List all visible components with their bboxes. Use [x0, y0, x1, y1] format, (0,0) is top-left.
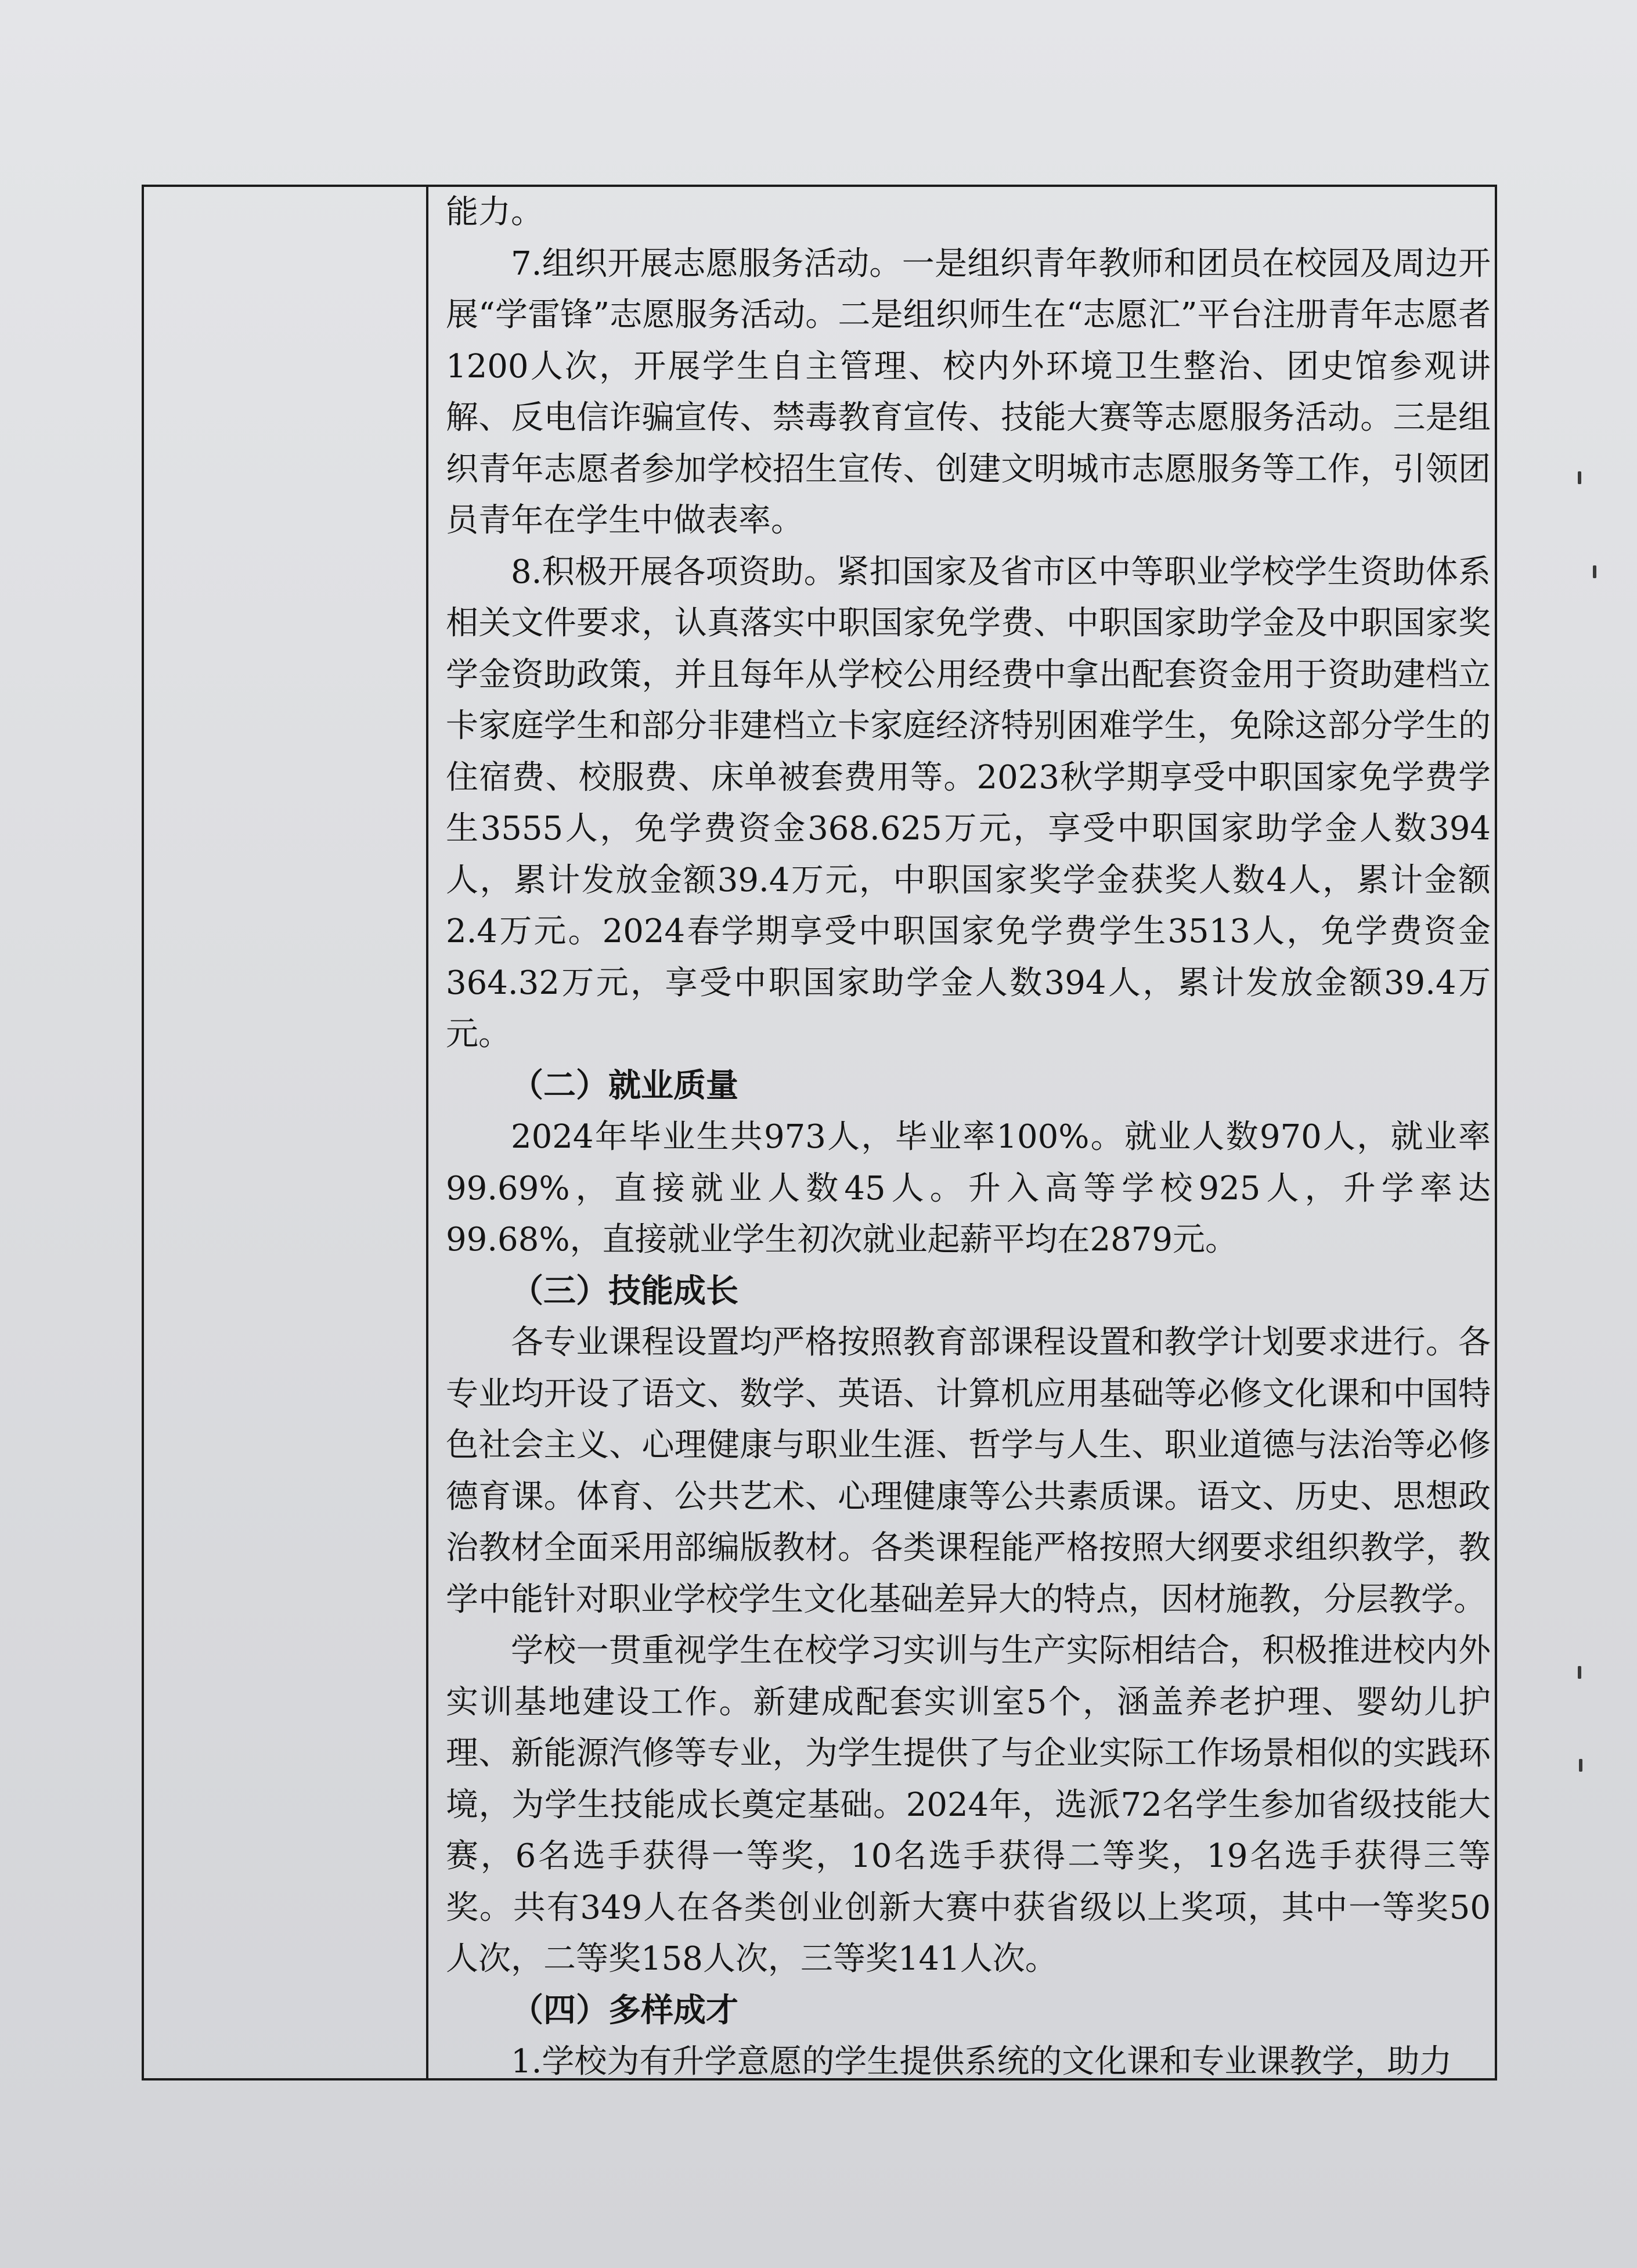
- form-table: [142, 185, 1497, 2080]
- section-heading-employment-quality: （二）就业质量: [511, 1066, 738, 1105]
- paragraph-further-study: 1.学校为有升学意愿的学生提供系统的文化课和专业课教学，助力: [511, 2043, 1452, 2080]
- paragraph-volunteer-service: 7.组织开展志愿服务活动。一是组织青年教师和团员在校园及周边开展“学雷锋”志愿服务活动。二是组织师生在“志愿汇”平台注册青年志愿者1200人次，开展学生自主管理、校内外环境卫生整治、团史馆参观讲解、反电信诈骗宣传、禁毒教育宣传、技能大赛等志愿服务活动。三是组织青年志愿者参加学校招生宣传、创建文明城市志愿服务等工作，引领团员青年在学生中做表率。: [446, 244, 1491, 539]
- section-heading-diverse-talent: （四）多样成才: [511, 1991, 738, 2029]
- paragraph-employment-stats: 2024年毕业生共973人，毕业率100%。就业人数970人，就业率99.69%，直接就业人数45人。升入高等学校925人，升学率达99.68%，直接就业学生初次就业起薪平均在2879元。: [446, 1118, 1491, 1259]
- binder-hole-mark: [1578, 1666, 1581, 1679]
- binder-hole-mark: [1578, 471, 1581, 484]
- paragraph-ability-ending: 能力。: [446, 193, 543, 231]
- report-text-cell: [446, 187, 1491, 2088]
- binder-hole-mark: [1579, 1759, 1582, 1772]
- paragraph-curriculum: 各专业课程设置均严格按照教育部课程设置和教学计划要求进行。各专业均开设了语文、数学、英语、计算机应用基础等必修文化课和中国特色社会主义、心理健康与职业生涯、哲学与人生、职业道德与法治等必修德育课。体育、公共艺术、心理健康等公共素质课。语文、历史、思想政治教材全面采用部编版教材。各类课程能严格按照大纲要求组织教学，教学中能针对职业学校学生文化基础差异大的特点，因材施教，分层教学。: [446, 1324, 1491, 1618]
- paragraph-practical-training: 学校一贯重视学生在校学习实训与生产实际相结合，积极推进校内外实训基地建设工作。新建成配套实训室5个，涵盖养老护理、婴幼儿护理、新能源汽修等专业，为学生提供了与企业实际工作场景相似的实践环境，为学生技能成长奠定基础。2024年，选派72名学生参加省级技能大赛，6名选手获得一等奖，10名选手获得二等奖，19名选手获得三等奖。共有349人在各类创业创新大赛中获省级以上奖项，其中一等奖50人次，二等奖158人次，三等奖141人次。: [446, 1632, 1491, 1978]
- section-heading-skill-growth: （三）技能成长: [511, 1272, 738, 1310]
- binder-hole-mark: [1593, 565, 1596, 578]
- paragraph-financial-aid: 8.积极开展各项资助。紧扣国家及省市区中等职业学校学生资助体系相关文件要求，认真落实中职国家免学费、中职国家助学金及中职国家奖学金资助政策，并且每年从学校公用经费中拿出配套资金用于资助建档立卡家庭学生和部分非建档立卡家庭经济特别困难学生，免除这部分学生的住宿费、校服费、床单被套费用等。2023秋学期享受中职国家免学费学生3555人，免学费资金368.625万元，享受中职国家助学金人数394人，累计发放金额39.4万元，中职国家奖学金获奖人数4人，累计金额2.4万元。2024春学期享受中职国家免学费学生3513人，免学费资金364.32万元，享受中职国家助学金人数394人，累计发放金额39.4万元。: [446, 553, 1491, 1053]
- left-label-cell: [144, 187, 428, 2078]
